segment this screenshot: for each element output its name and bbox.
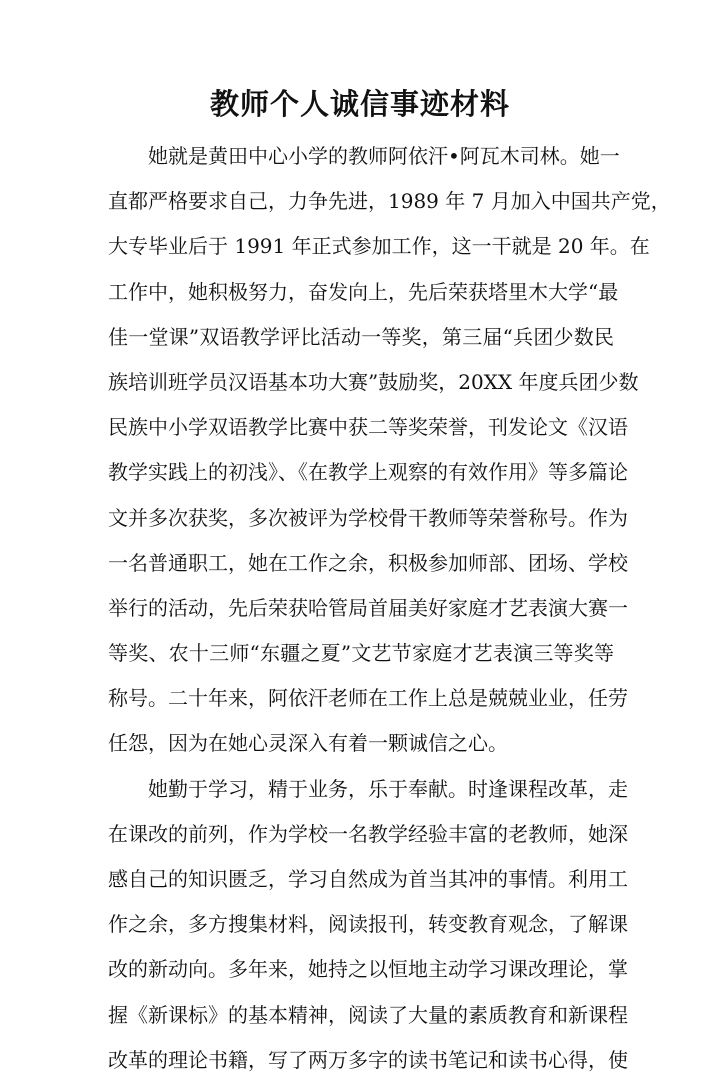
text-line: 感自己的知识匮乏，学习自然成为首当其冲的事情。利用工 <box>108 867 628 891</box>
text-line: 民族中小学双语教学比赛中获二等奖荣誉，刊发论文《汉语 <box>108 415 628 440</box>
text-line: 改革的理论书籍，写了两万多字的读书笔记和读书心得，使 <box>108 1047 628 1072</box>
text-line: 大专毕业后于 1991 年正式参加工作，这一干就是 20 年。在 <box>108 234 650 259</box>
text-line: 工作中，她积极努力，奋发向上，先后荣获塔里木大学“最 <box>108 279 619 304</box>
text-line: 佳一堂课”双语教学评比活动一等奖，第三届“兵团少数民 <box>108 324 614 349</box>
text-line: 族培训班学员汉语基本功大赛”鼓励奖，20XX 年度兵团少数 <box>108 369 639 394</box>
text-line: 改的新动向。多年来，她持之以恒地主动学习课改理论，掌 <box>108 957 628 982</box>
text-line: 直都严格要求自己，力争先进，1989 年 7 月加入中国共产党， <box>108 189 671 214</box>
text-line: 称号。二十年来，阿依汗老师在工作上总是兢兢业业，任劳 <box>108 686 628 711</box>
text-line: 举行的活动，先后荣获哈管局首届美好家庭才艺表演大赛一 <box>108 595 628 620</box>
document-title: 教师个人诚信事迹材料 <box>209 87 510 121</box>
document-body <box>108 134 671 1083</box>
text-line: 教学实践上的初浅》、《在教学上观察的有效作用》等多篇论 <box>108 460 628 485</box>
text-line: 文并多次获奖，多次被评为学校骨干教师等荣誉称号。作为 <box>108 505 628 530</box>
text-line: 一名普通职工，她在工作之余，积极参加师部、团场、学校 <box>108 550 628 575</box>
text-line: 作之余，多方搜集材料，阅读报刊，转变教育观念，了解课 <box>108 912 628 937</box>
text-line: 她勤于学习，精于业务，乐于奉献。时逢课程改革，走 <box>148 776 628 801</box>
text-line: 握《新课标》的基本精神，阅读了大量的素质教育和新课程 <box>108 1002 628 1027</box>
text-line: 在课改的前列，作为学校一名教学经验丰富的老教师，她深 <box>108 821 628 846</box>
text-line: 任怨，因为在她心灵深入有着一颗诚信之心。 <box>108 731 508 756</box>
text-line: 等奖、农十三师“东疆之夏”文艺节家庭才艺表演三等奖等 <box>108 641 614 666</box>
text-line: 她就是黄田中心小学的教师阿依汗•阿瓦木司林。她一 <box>148 144 620 168</box>
